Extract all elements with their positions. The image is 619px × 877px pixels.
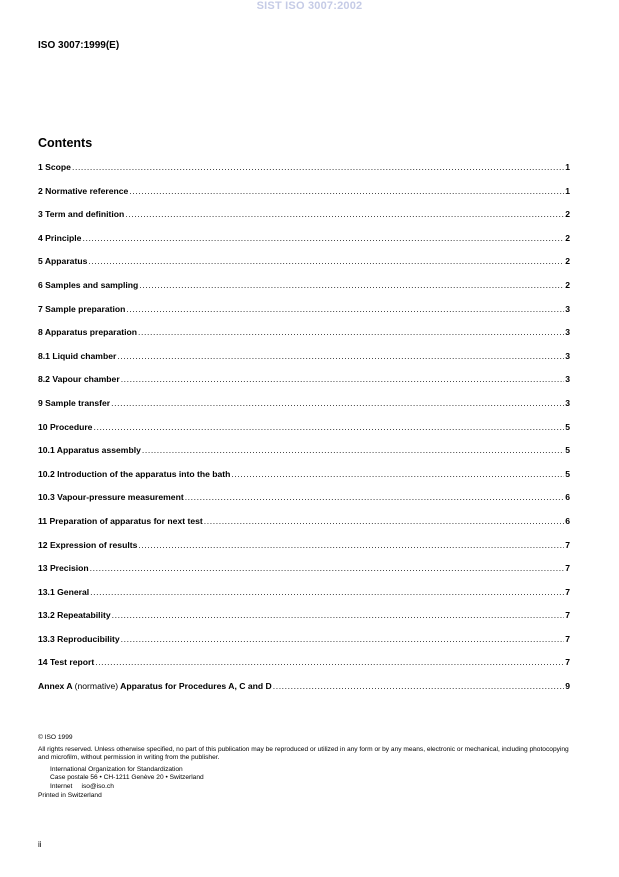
toc-entry[interactable] [38, 516, 570, 540]
toc-entry-title: 8.2 Vapour chamber [38, 374, 120, 385]
toc-entry-page: 2 [565, 279, 570, 290]
toc-entry-title: 8 Apparatus preparation [38, 327, 138, 338]
dot-leader [112, 610, 565, 620]
dot-leader [231, 469, 564, 479]
rights-statement: All rights reserved. Unless otherwise specified, no part of this publication may be reproduced or utilized in any form or by any means, electronic or mechanical, including photocopying and microfilm, without permission in writing from the publisher. [38, 745, 569, 762]
toc-entry-page: 7 [565, 610, 570, 621]
page-number: ii [38, 840, 42, 849]
toc-entry[interactable] [38, 186, 570, 210]
toc-entry[interactable] [38, 256, 570, 280]
annex-normative: (normative) [74, 681, 119, 692]
toc-entry-title: 13.2 Repeatability [38, 610, 111, 621]
watermark: SIST ISO 3007:2002 [256, 0, 363, 12]
document-id: ISO 3007:1999(E) [38, 40, 120, 51]
toc-entry[interactable] [38, 657, 570, 681]
copyright-line: © ISO 1999 [38, 734, 73, 741]
dot-leader [82, 233, 564, 243]
toc-entry-page: 2 [565, 232, 570, 243]
toc-entry-page: 9 [565, 681, 570, 692]
toc-entry-page: 3 [565, 397, 570, 408]
toc-entry-title: 12 Expression of results [38, 539, 138, 550]
toc-entry-page: 3 [565, 350, 570, 361]
toc-entry-page: 2 [565, 256, 570, 267]
toc-entry-title: 10.3 Vapour-pressure measurement [38, 492, 184, 503]
dot-leader [138, 327, 564, 337]
dot-leader [121, 374, 565, 384]
toc-entry-page: 3 [565, 327, 570, 338]
toc-entry[interactable] [38, 445, 570, 469]
dot-leader [93, 422, 564, 432]
dot-leader [95, 657, 564, 667]
annex-title: Apparatus for Procedures A, C and D [120, 681, 272, 692]
dot-leader [185, 492, 565, 502]
toc-entry[interactable] [38, 540, 570, 564]
dot-leader [72, 162, 564, 172]
toc-entry-annex[interactable] [38, 681, 570, 705]
toc-entry-title: 9 Sample transfer [38, 397, 111, 408]
toc-entry[interactable] [38, 280, 570, 304]
toc-entry-title: 13 Precision [38, 563, 89, 574]
toc-entry-title: 8.1 Liquid chamber [38, 350, 117, 361]
toc-entry-title: 4 Principle [38, 232, 82, 243]
toc-entry-title: 13.3 Reproducibility [38, 633, 120, 644]
dot-leader [142, 445, 564, 455]
printed-in: Printed in Switzerland [38, 791, 102, 799]
toc-entry-title: 1 Scope [38, 162, 71, 172]
dot-leader [125, 209, 564, 219]
toc-entry-title: 10 Procedure [38, 421, 93, 432]
table-of-contents [38, 162, 570, 705]
toc-entry[interactable] [38, 422, 570, 446]
toc-entry-page: 2 [565, 209, 570, 220]
dot-leader [111, 398, 564, 408]
toc-entry-title: 3 Term and definition [38, 209, 125, 220]
toc-entry[interactable] [38, 398, 570, 422]
dot-leader [90, 563, 565, 573]
dot-leader [88, 256, 564, 266]
toc-entry-page: 6 [565, 515, 570, 526]
contents-heading: Contents [38, 136, 93, 150]
toc-entry-page: 7 [565, 539, 570, 550]
organization-internet: Internet iso@iso.ch [50, 782, 114, 790]
dot-leader [126, 304, 564, 314]
toc-entry-page: 3 [565, 303, 570, 314]
toc-entry-title: 14 Test report [38, 657, 95, 668]
toc-entry[interactable] [38, 327, 570, 351]
toc-entry[interactable] [38, 469, 570, 493]
toc-entry[interactable] [38, 587, 570, 611]
toc-entry-title: 11 Preparation of apparatus for next test [38, 515, 203, 526]
dot-leader [129, 186, 564, 196]
toc-entry-page: 1 [565, 185, 570, 196]
toc-entry[interactable] [38, 209, 570, 233]
toc-entry-title: 6 Samples and sampling [38, 279, 139, 290]
toc-entry-title: 2 Normative reference [38, 185, 129, 196]
toc-entry-page: 5 [565, 468, 570, 479]
toc-entry-page: 7 [565, 633, 570, 644]
toc-entry[interactable] [38, 351, 570, 375]
toc-entry-title: 5 Apparatus [38, 256, 88, 267]
dot-leader [138, 540, 564, 550]
toc-entry-title: 7 Sample preparation [38, 303, 126, 314]
dot-leader [117, 351, 564, 361]
toc-entry[interactable] [38, 374, 570, 398]
toc-entry-title: 10.2 Introduction of the apparatus into the bath [38, 468, 231, 479]
toc-entry-page: 5 [565, 445, 570, 456]
toc-entry[interactable] [38, 634, 570, 658]
toc-entry[interactable] [38, 610, 570, 634]
dot-leader [273, 681, 565, 691]
toc-entry[interactable] [38, 304, 570, 328]
toc-entry-title: 10.1 Apparatus assembly [38, 445, 141, 456]
organization-name: International Organization for Standardization [50, 765, 183, 773]
toc-entry-page: 7 [565, 657, 570, 668]
toc-entry-page: 3 [565, 374, 570, 385]
toc-entry-title: 13.1 General [38, 586, 90, 597]
toc-entry-page: 1 [565, 162, 570, 172]
toc-entry-page: 5 [565, 421, 570, 432]
toc-entry-page: 7 [565, 586, 570, 597]
dot-leader [121, 634, 565, 644]
annex-label: Annex A [38, 681, 73, 692]
toc-entry-title [38, 681, 272, 691]
dot-leader [204, 516, 564, 526]
copyright-notice [38, 734, 573, 800]
toc-entry-page: 6 [565, 492, 570, 503]
toc-entry[interactable] [38, 492, 570, 516]
toc-entry-page: 7 [565, 563, 570, 574]
toc-entry[interactable] [38, 563, 570, 587]
dot-leader [90, 587, 564, 597]
toc-entry[interactable] [38, 233, 570, 257]
dot-leader [139, 280, 564, 290]
organization-address: Case postale 56 • CH-1211 Genève 20 • Switzerland [50, 774, 204, 782]
toc-entry[interactable] [38, 162, 570, 186]
